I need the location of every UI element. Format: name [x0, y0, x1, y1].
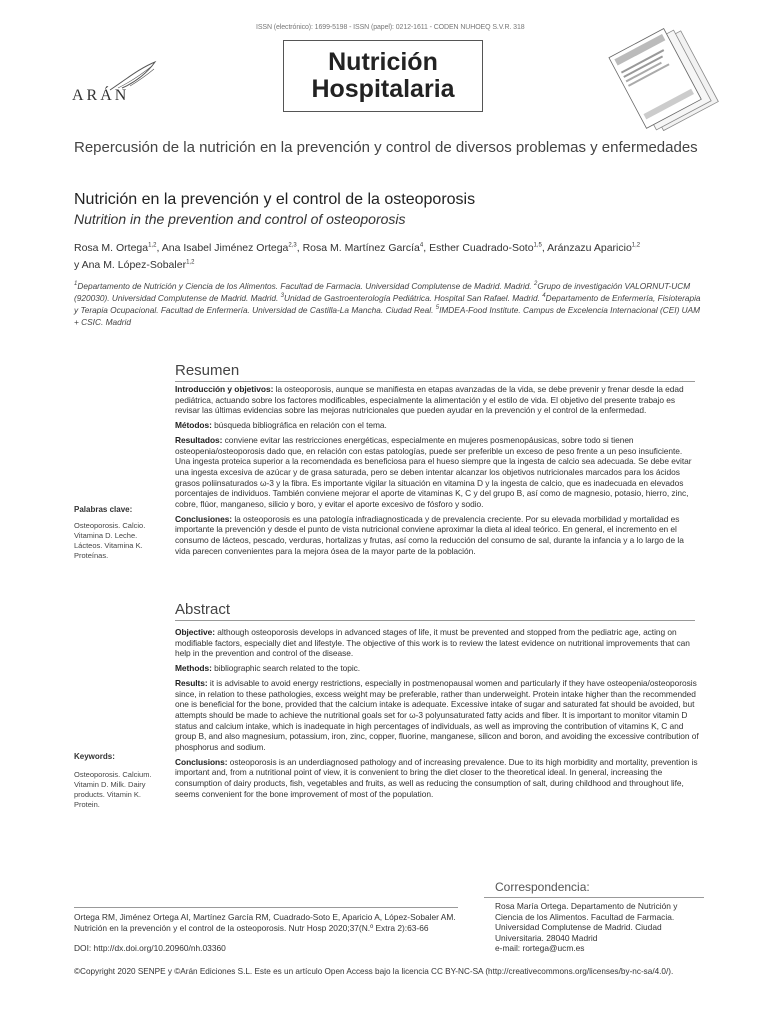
- affiliation-text: Departamento de Nutrición y Ciencia de los Alimentos. Facultad de Farmacia. Universidad Complutense de Madrid. Madrid.: [77, 281, 535, 291]
- author-affiliation: 4: [419, 242, 424, 249]
- resumen-divider: [175, 381, 695, 382]
- journal-title-box: [283, 40, 483, 112]
- keywords-text: Osteoporosis. Calcium. Vitamin D. Milk. Dairy products. Vitamin K. Protein.: [74, 770, 152, 809]
- author-affiliation: 1,5: [533, 242, 542, 249]
- author-affiliation: 2,3: [288, 242, 297, 249]
- author-name: Rosa M. Martínez García: [302, 242, 420, 254]
- author-affiliation: 1,2: [148, 242, 157, 249]
- journal-covers-image: [590, 16, 720, 131]
- resumen-conclusions-text: la osteoporosis es una patología infradiagnosticada y de prevalencia creciente. Por su elevada morbilidad y mortalidad es importante la prevención y desde el punto de vista nutricional conviene aproximar la dieta al ideal teórico. En general, el incremento en el consumo de lácteos, pescado, verduras, hortalizas y frutas, así como la reducción del consumo de sal, durante la infancia y a lo largo de la vida parecen convenientes para la mejora ósea de la mayor parte de la población.: [175, 513, 684, 556]
- correspondence-text: Rosa María Ortega. Departamento de Nutrición y Ciencia de los Alimentos. Facultad de Farmacia. Universidad Complutense de Madrid. Ciudad Universitaria. 28040 Madrid: [495, 901, 678, 943]
- author-name: y Ana M. López-Sobaler: [74, 259, 187, 271]
- abstract-results-text: it is advisable to avoid energy restrictions, especially in postmenopausal women and particularly if they have osteopenia/osteoporosis since, in relation to these pathologies, excess weight may be preferable, rather than underweight. Protein intake higher than the recommended one is beneficial for the bone, provided that the calcium intake is adequate. Excessive intake of sugar and saturated fat should be avoided, but attempts should be made to achieve the nutritional goals set for ω-3 polyunsaturated fatty acids and fiber. It is important to monitor vitamin D status and calcium intake, which is inadequate in high percentages of individuals, as well as improving the contribution of vitamins K, C and group B, and also magnesium, potassium, iron, zinc, copper, fluorine, manganese, silicon and boron, and avoiding the excessive contribution of phosphorus and sodium.: [175, 677, 699, 753]
- abstract-conclusions: [175, 757, 699, 800]
- citation-divider: [74, 907, 458, 908]
- author-name: Ana Isabel Jiménez Ortega: [161, 242, 289, 254]
- abstract-body: [175, 627, 699, 804]
- affiliation-number: 3: [280, 293, 284, 300]
- author-name: Aránzazu Aparicio: [547, 242, 632, 254]
- abstract-conclusions-label: Conclusions:: [175, 756, 228, 767]
- correspondence-email[interactable]: e-mail: rortega@ucm.es: [495, 943, 585, 953]
- issn-line: ISSN (electrónico): 1699-5198 - ISSN (papel): 0212-1611 - CODEN NUHOEQ S.V.R. 318: [256, 24, 525, 31]
- resumen-intro: [175, 384, 699, 416]
- affiliation-number: 5: [435, 305, 440, 312]
- citation-text: Ortega RM, Jiménez Ortega AI, Martínez García RM, Cuadrado-Soto E, Aparicio A, López-Sobaler AM. Nutrición en la prevención y el control de la osteoporosis. Nutr Hosp 2020;37(N.º Extra 2):63-66: [74, 912, 456, 933]
- resumen-intro-text: la osteoporosis, aunque se manifiesta en etapas avanzadas de la vida, se debe prevenir y frenar desde la edad pediátrica, actuando sobre los factores modificables, especialmente la alimentación y el estilo de vida. El objetivo del presente trabajo es revisar las últimas evidencias sobre las mejoras nutricionales que pueden ayudar en la prevención y el control de la enfermedad.: [175, 384, 684, 416]
- resumen-results: [175, 435, 699, 510]
- affiliations: [74, 280, 704, 328]
- abstract-objective-text: although osteoporosis develops in advanced stages of life, it must be prevented and stopped from the pediatric age, acting on modifiable factors, especially diet and lifestyle. The objective of this work is to review the latest evidence on nutritional improvements that can help in the prevention and control of the disease.: [175, 627, 690, 659]
- affiliation-number: 4: [542, 293, 546, 300]
- author-name: Rosa M. Ortega: [74, 242, 149, 254]
- palabras-clave-label: Palabras clave:: [74, 505, 133, 514]
- section-title: Repercusión de la nutrición en la prevención y control de diversos problemas y enfermedades: [74, 139, 698, 156]
- abstract-divider: [175, 620, 695, 621]
- publisher-logo: [70, 60, 165, 105]
- abstract-methods-text: bibliographic search related to the topic.: [211, 663, 361, 674]
- correspondence-divider: [484, 897, 704, 898]
- affiliation-text: Departamento de Enfermería, Fisioterapia y Terapia Ocupacional. Facultad de Enfermería. Universidad de Castilla-La Mancha. Ciudad Real.: [74, 293, 701, 315]
- logo-text: ARÁN: [72, 87, 130, 104]
- abstract-results-label: Results:: [175, 677, 208, 688]
- abstract-heading: Abstract: [175, 601, 231, 618]
- author-separator: ,: [423, 242, 430, 254]
- keywords-label: Keywords:: [74, 752, 115, 761]
- resumen-methods-label: Métodos:: [175, 420, 212, 431]
- abstract-methods-label: Methods:: [175, 663, 212, 674]
- resumen-conclusions-label: Conclusiones:: [175, 513, 233, 524]
- author-list: [74, 240, 714, 274]
- abstract-objective: [175, 627, 699, 659]
- affiliation-text: Grupo de investigación VALORNUT-UCM (920030). Universidad Complutense de Madrid. Madrid.: [74, 281, 691, 303]
- article-title-es: Nutrición en la prevención y el control de la osteoporosis: [74, 191, 476, 208]
- author-separator: ,: [541, 242, 548, 254]
- palabras-clave-text: Osteoporosis. Calcio. Vitamina D. Leche. Lácteos. Vitamina K. Proteínas.: [74, 521, 146, 560]
- abstract-methods: [175, 663, 699, 674]
- resumen-body: [175, 384, 699, 561]
- author-separator: ,: [296, 242, 303, 254]
- affiliation-number: 1: [74, 281, 78, 288]
- author-separator: ,: [156, 242, 162, 254]
- doi-link[interactable]: DOI: http://dx.doi.org/10.20960/nh.03360: [74, 943, 226, 953]
- resumen-conclusions: [175, 514, 699, 557]
- resumen-heading: Resumen: [175, 362, 240, 379]
- resumen-intro-label: Introducción y objetivos:: [175, 384, 274, 394]
- author-affiliation: 1,2: [631, 242, 641, 249]
- abstract-objective-label: Objective:: [175, 627, 215, 637]
- author-affiliation: 1,2: [186, 259, 195, 266]
- resumen-methods-text: búsqueda bibliográfica en relación con el tema.: [211, 420, 387, 431]
- affiliation-text: IMDEA-Food Institute. Campus de Excelencia Internacional (CEI) UAM + CSIC. Madrid: [74, 305, 701, 327]
- resumen-methods: [175, 420, 699, 431]
- resumen-results-text: conviene evitar las restricciones energéticas, especialmente en mujeres posmenopáusicas, sobre todo si tienen osteopenia/osteoporosis dado que, en relación con estas patologías, puede ser preferible un exceso de peso frente a un peso insuficiente. Una ingesta proteica superior a la recomendada es beneficiosa para el hueso siempre que la ingesta de calcio sea adecuada. Se debe evitar una ingesta excesiva de azúcar y de grasa saturada, pero se deben intentar alcanzar los objetivos nutricionales marcados para los ácidos grasos poliinsaturados ω-3 y la fibra. Es importante vigilar la situación en vitamina D y la ingesta de calcio, que es inadecuada en elevados porcentajes de individuos. También conviene mejorar el aporte de vitaminas K, C y del grupo B, así como de magnesio, potasio, hierro, zinc, cobre, flúor, manganeso, silicio y boro, y evitar el aporte excesivo de fósforo y sodio.: [175, 434, 692, 510]
- author-name: Esther Cuadrado-Soto: [429, 242, 534, 254]
- journal-title: [311, 49, 454, 103]
- journal-title-line2: Hospitalaria: [311, 75, 455, 103]
- copyright-notice: ©Copyright 2020 SENPE y ©Arán Ediciones S.L. Este es un artículo Open Access bajo la licencia CC BY-NC-SA (http://creativecommons.org/licenses/by-nc-sa/4.0/).: [74, 967, 674, 976]
- article-title-en: Nutrition in the prevention and control of osteoporosis: [74, 211, 406, 227]
- correspondence-heading: Correspondencia:: [495, 880, 590, 894]
- affiliation-number: 2: [534, 281, 538, 288]
- abstract-results: [175, 678, 699, 753]
- journal-title-line1: Nutrición: [328, 48, 438, 76]
- resumen-results-label: Resultados:: [175, 434, 223, 445]
- abstract-conclusions-text: osteoporosis is an underdiagnosed pathology and of increasing prevalence. Due to its high morbidity and mortality, prevention is important and, from a nutritional point of view, it is convenient to bring the diet closer to the theoretical ideal. In general, increasing the consumption of dairy products, fish, vegetables and fruits, as well as reducing the consumption of salt, during childhood and throughout life, seems convenient for the bone improvement of most of the population.: [175, 756, 698, 799]
- correspondence-body: [495, 901, 705, 954]
- affiliation-text: Unidad de Gastroenterología Pediátrica. Hospital San Rafael. Madrid.: [283, 293, 543, 303]
